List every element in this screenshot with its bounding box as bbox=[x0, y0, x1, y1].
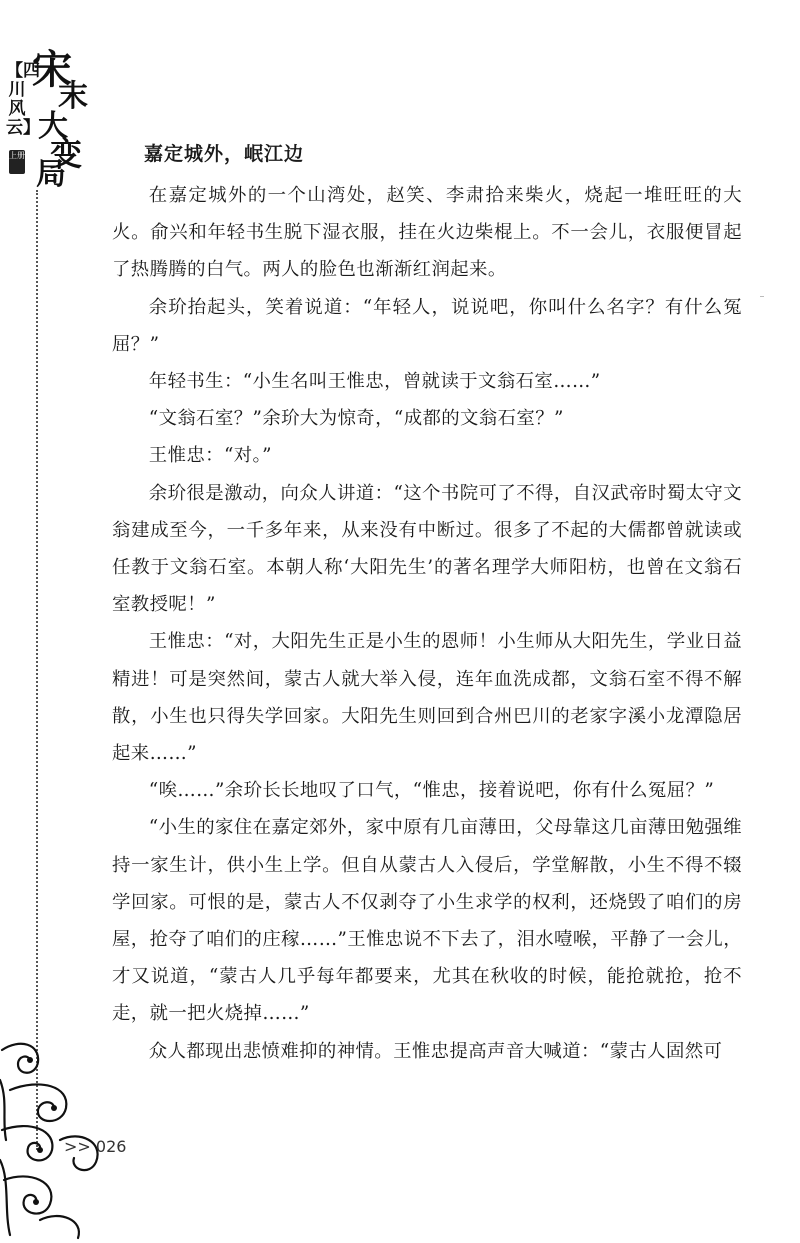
book-title-char-5: 局 bbox=[36, 157, 66, 192]
book-title-char-4: 变 bbox=[50, 135, 83, 173]
paragraph-9: “小生的家住在嘉定郊外，家中原有几亩薄田，父母靠这几亩薄田勉强维持一家生计，供小生上学。但自从蒙古人入侵后，学堂解散，小生不得不辍学回家。可恨的是，蒙古人不仅剥夺了小生求学的权利，还烧毁了咱们的房屋，抢夺了咱们的庄稼……”王惟忠说不下去了，泪水噎喉，平静了一会儿，才又说道，“蒙古人几乎每年都要来，尤其在秋收的时候，能抢就抢，抢不走，就一把火烧掉……” bbox=[112, 817, 742, 1025]
paragraph-5: 王惟忠：“对。” bbox=[148, 445, 272, 467]
speck bbox=[760, 296, 764, 297]
paragraph-6: 余玠很是激动，向众人讲道：“这个书院可了不得，自汉武帝时蜀太守文翁建成至今，一千多年来，从来没有中断过。很多了不起的大儒都曾就读或任教于文翁石室。本朝人称‘大阳先生’的著名理学大师阳枋，也曾在文翁石室教授呢！” bbox=[112, 482, 742, 616]
paragraph-3: 年轻书生：“小生名叫王惟忠，曾就读于文翁石室……” bbox=[148, 371, 601, 393]
cloud-ornament-icon bbox=[0, 1020, 110, 1243]
section-heading: 嘉定城外，岷江边 bbox=[144, 143, 305, 165]
paragraph-1: 在嘉定城外的一个山湾处，赵笑、李肃拾来柴火，烧起一堆旺旺的大火。俞兴和年轻书生脱下湿衣服，挂在火边柴棍上。不一会儿，衣服便冒起了热腾腾的白气。两人的脸色也渐渐红润起来。 bbox=[112, 185, 742, 281]
paragraph-7: 王惟忠：“对，大阳先生正是小生的恩师！小生师从大阳先生，学业日益精进！可是突然间，蒙古人就大举入侵，连年血洗成都，文翁石室不得不解散，小生也只得失学回家。大阳先生则回到合州巴川的老家字溪小龙潭隐居起来……” bbox=[112, 631, 742, 765]
paragraph-2: 余玠抬起头，笑着说道：“年轻人，说说吧，你叫什么名字？有什么冤屈？” bbox=[112, 296, 742, 355]
dotted-divider bbox=[36, 190, 38, 1150]
page-number: >> 026 bbox=[64, 1137, 127, 1156]
side-decoration bbox=[0, 0, 110, 1243]
paragraph-8: “唉……”余玠长长地叹了口气，“惟忠，接着说吧，你有什么冤屈？” bbox=[148, 780, 715, 802]
paragraph-4: “文翁石室？”余玠大为惊奇，“成都的文翁石室？” bbox=[148, 408, 564, 430]
book-title-char-2: 末 bbox=[58, 79, 88, 114]
book-title-char-1: 宋 bbox=[32, 46, 72, 93]
paragraph-10: 众人都现出悲愤难抑的神情。王惟忠提高声音大喊道：“蒙古人固然可 bbox=[148, 1040, 723, 1062]
volume-badge: 上册 bbox=[9, 150, 25, 174]
page-body bbox=[112, 136, 742, 1070]
book-title-char-3: 大 bbox=[38, 109, 68, 144]
series-label: 【四川风云】 bbox=[6, 61, 40, 138]
